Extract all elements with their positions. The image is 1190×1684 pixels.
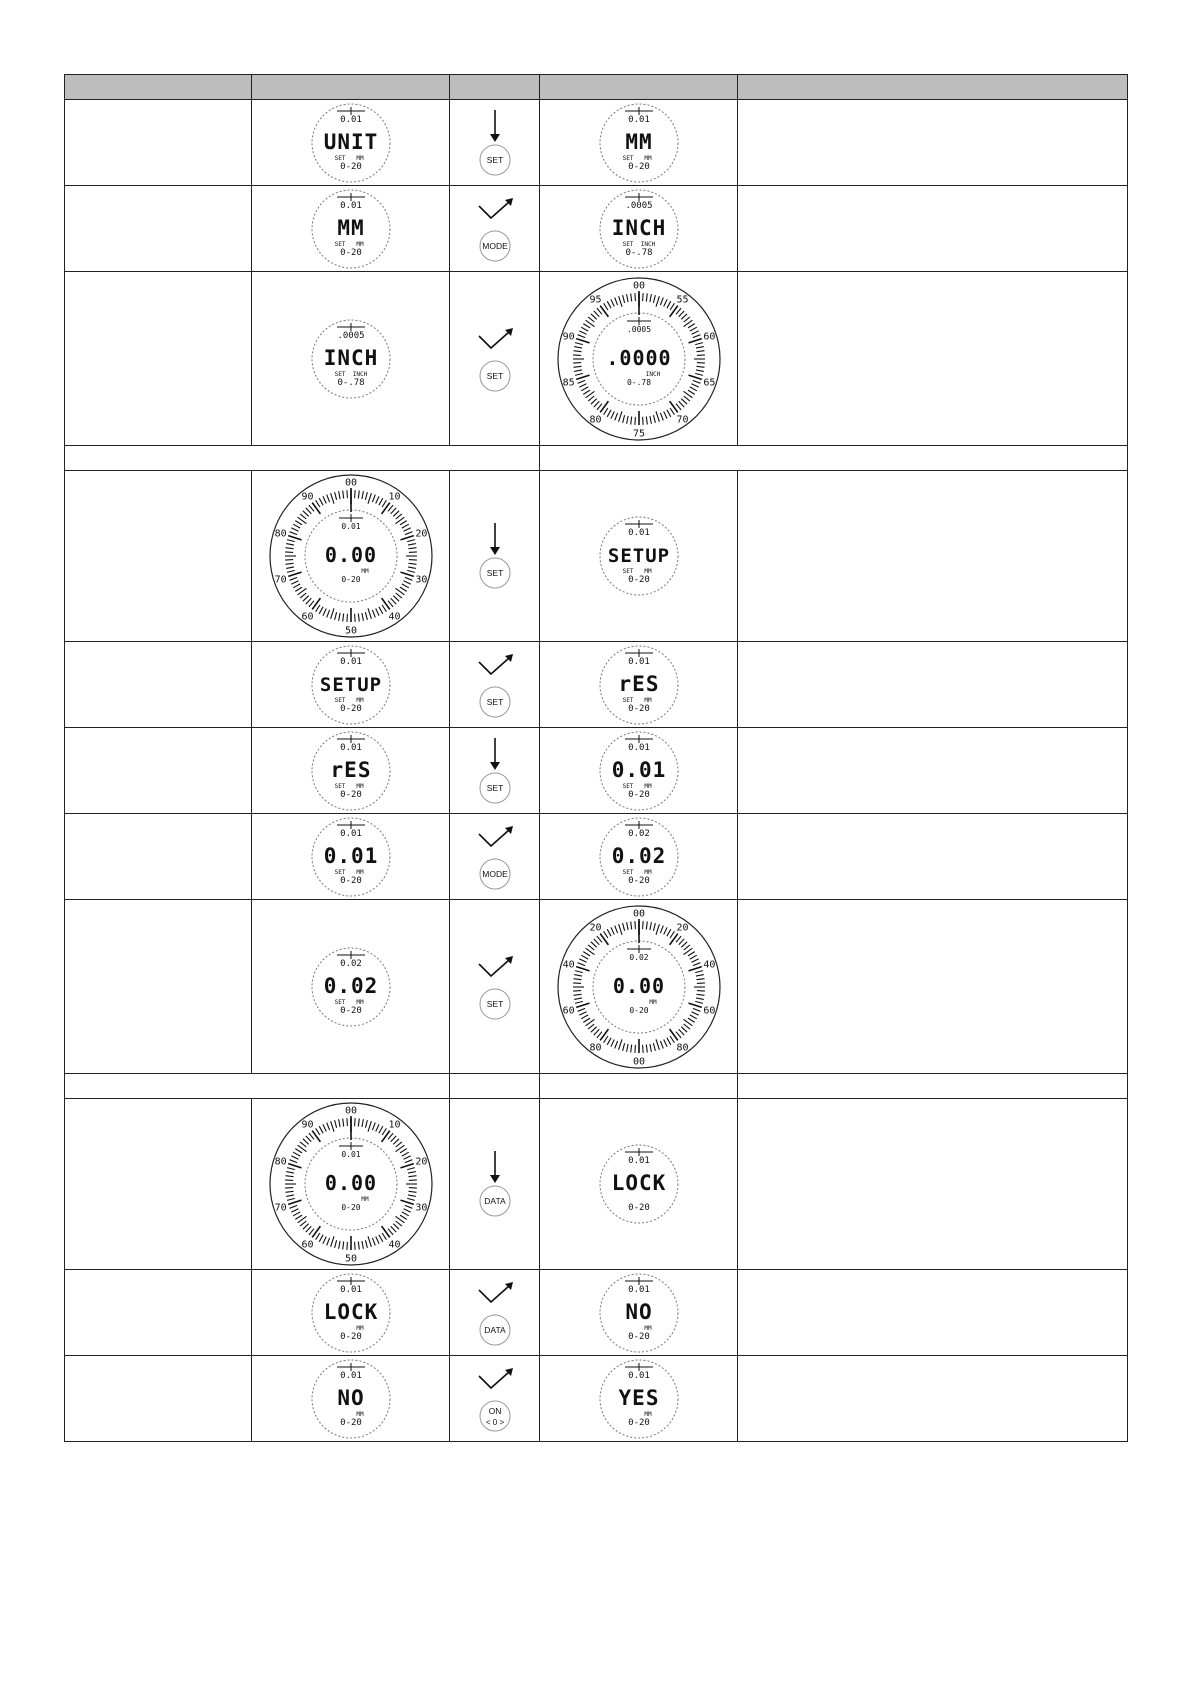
resolution-arrows-icon	[337, 735, 365, 743]
result-lcd-display	[597, 187, 681, 271]
dial-scale-label: 00	[344, 477, 357, 489]
lcd-unit-indicator: MM	[355, 696, 364, 704]
step-row	[65, 1099, 1128, 1270]
step-description-cell	[65, 186, 252, 272]
result-lcd-display	[597, 815, 681, 899]
button-action-icon	[465, 820, 525, 894]
result-lcd-display	[597, 643, 681, 727]
press-and-release-arrow-icon	[479, 956, 513, 976]
initial-lcd-display	[267, 472, 435, 640]
dial-scale-label: 00	[632, 908, 645, 919]
initial-display-cell	[252, 1270, 450, 1356]
dial-scale-label: 60	[562, 1004, 575, 1016]
lcd-main-reading: NO	[624, 1299, 653, 1324]
lcd-set-indicator: SET	[622, 868, 633, 876]
dial-scale-label: 55	[675, 294, 689, 306]
remarks-cell	[738, 186, 1128, 272]
initial-display-cell	[252, 272, 450, 446]
step-row	[65, 471, 1128, 642]
lcd-main-reading: SETUP	[607, 545, 670, 567]
lcd-main-reading: YES	[618, 1385, 659, 1410]
header-cell-4	[540, 75, 738, 100]
resolution-value: 0.01	[627, 1370, 650, 1381]
table-header-row	[65, 75, 1128, 100]
button-action-cell	[450, 1356, 540, 1442]
section-divider-row	[65, 446, 1128, 471]
lcd-range-label: 0-20	[339, 1331, 362, 1342]
lcd-range-label: 0-20	[627, 1203, 650, 1213]
lcd-set-indicator: SET	[334, 240, 345, 248]
resolution-value: 0.01	[339, 742, 362, 753]
lcd-main-reading: MM	[336, 215, 365, 240]
step-row	[65, 100, 1128, 186]
resolution-arrows-icon	[627, 945, 651, 953]
lcd-range-label: 0-20	[627, 789, 650, 800]
lcd-range-label: 0-20	[339, 161, 362, 172]
step-row	[65, 900, 1128, 1074]
lcd-range-label: 0-.78	[336, 377, 365, 388]
arrow-down-icon	[490, 110, 500, 142]
remarks-cell	[738, 1270, 1128, 1356]
header-cell-5	[738, 75, 1128, 100]
button-action-cell	[450, 1270, 540, 1356]
button-action-icon	[465, 519, 525, 593]
resolution-value: 0.02	[627, 828, 650, 839]
resolution-arrows-icon	[625, 1277, 653, 1285]
lcd-unit-indicator: MM	[360, 1196, 369, 1203]
lcd-unit-indicator: MM	[355, 868, 364, 876]
lcd-range-label: 0-20	[339, 703, 362, 714]
lcd-unit-indicator: MM	[643, 154, 652, 162]
initial-display-cell	[252, 900, 450, 1074]
result-display-cell	[540, 1356, 738, 1442]
button-label: MODE	[481, 240, 508, 251]
dial-scale-label: 40	[562, 959, 575, 971]
step-row	[65, 728, 1128, 814]
step-row	[65, 642, 1128, 728]
resolution-value: 0.01	[339, 828, 362, 839]
remarks-cell	[738, 728, 1128, 814]
lcd-set-indicator: SET	[334, 696, 345, 704]
dial-scale-label: 20	[414, 1156, 427, 1168]
button-action-cell	[450, 900, 540, 1074]
result-display-cell	[540, 900, 738, 1074]
initial-lcd-display	[267, 1100, 435, 1268]
resolution-value: 0.01	[627, 656, 650, 667]
button-action-icon	[465, 734, 525, 808]
result-lcd-display	[597, 514, 681, 598]
lcd-range-label: 0-20	[627, 575, 650, 585]
button-action-icon	[465, 950, 525, 1024]
dial-scale-label: 50	[344, 1253, 357, 1265]
button-action-icon	[465, 1276, 525, 1350]
lcd-main-reading: MM	[624, 129, 653, 154]
resolution-value: .0005	[336, 330, 365, 341]
lcd-range-label: 0-20	[627, 1417, 650, 1428]
result-display-cell	[540, 471, 738, 642]
lcd-unit-indicator: MM	[355, 154, 364, 162]
step-description-cell	[65, 900, 252, 1074]
press-and-release-arrow-icon	[479, 328, 513, 348]
resolution-arrows-icon	[337, 1277, 365, 1285]
resolution-value: .0005	[624, 200, 653, 211]
lcd-main-reading: LOCK	[611, 1171, 666, 1195]
remarks-cell	[738, 1356, 1128, 1442]
dial-scale-label: 70	[274, 574, 287, 586]
lcd-unit-indicator: MM	[648, 998, 657, 1006]
dial-scale-label: 90	[300, 1119, 314, 1131]
resolution-value: 0.02	[339, 958, 362, 969]
resolution-arrows-icon	[337, 107, 365, 115]
lcd-set-indicator: SET	[622, 154, 633, 162]
lcd-main-reading: INCH	[611, 215, 666, 240]
lcd-main-reading: INCH	[323, 345, 378, 370]
lcd-main-reading: 0.00	[324, 1171, 377, 1195]
lcd-set-indicator: SET	[334, 154, 345, 162]
lcd-main-reading: rES	[618, 671, 659, 696]
resolution-arrows-icon	[625, 107, 653, 115]
dial-scale-label: 80	[588, 413, 602, 425]
section-cell-2	[540, 446, 1128, 471]
lcd-unit-indicator: MM	[643, 1324, 652, 1332]
resolution-arrows-icon	[337, 323, 365, 331]
section-cell-2	[450, 1074, 540, 1099]
button-action-cell	[450, 100, 540, 186]
press-and-release-arrow-icon	[479, 826, 513, 846]
resolution-arrows-icon	[625, 1363, 653, 1371]
initial-display-cell	[252, 642, 450, 728]
button-action-icon	[465, 1147, 525, 1221]
remarks-cell	[738, 471, 1128, 642]
step-row	[65, 1356, 1128, 1442]
button-sublabel: < 0 >	[485, 1417, 504, 1427]
result-display-cell	[540, 100, 738, 186]
dial-scale-label: 10	[387, 491, 401, 503]
dial-scale-label: 40	[387, 1239, 401, 1251]
lcd-main-reading: 0.01	[323, 843, 378, 868]
step-row	[65, 1270, 1128, 1356]
section-cell-3	[540, 1074, 738, 1099]
remarks-cell	[738, 100, 1128, 186]
dial-scale-label: 75	[632, 428, 645, 439]
result-lcd-display	[597, 729, 681, 813]
header-cell-1	[65, 75, 252, 100]
result-lcd-display	[597, 1142, 681, 1226]
dial-scale-label: 40	[702, 959, 715, 971]
resolution-value: 0.01	[627, 742, 650, 753]
dial-scale-label: 30	[414, 574, 427, 586]
lcd-set-indicator: SET	[622, 240, 633, 248]
button-action-cell	[450, 728, 540, 814]
lcd-main-reading: NO	[336, 1385, 365, 1410]
resolution-arrows-icon	[625, 193, 653, 201]
lcd-range-label: 0-20	[339, 875, 362, 886]
lcd-main-reading: UNIT	[323, 129, 378, 154]
button-action-icon	[465, 322, 525, 396]
button-label: SET	[486, 782, 503, 793]
resolution-arrows-icon	[337, 649, 365, 657]
lcd-range-label: 0-.78	[624, 247, 653, 258]
dial-scale-label: 20	[588, 922, 602, 934]
lcd-unit-indicator: INCH	[352, 370, 367, 378]
initial-lcd-display	[309, 1271, 393, 1355]
lcd-range-label: 0-20	[339, 789, 362, 800]
resolution-value: 0.01	[627, 114, 650, 125]
result-lcd-display	[555, 903, 723, 1071]
press-and-release-arrow-icon	[479, 1282, 513, 1302]
section-cell-1	[65, 1074, 450, 1099]
lcd-set-indicator: SET	[334, 782, 345, 790]
resolution-value: 0.01	[627, 528, 650, 538]
button-label: SET	[486, 370, 503, 381]
remarks-cell	[738, 272, 1128, 446]
press-and-release-arrow-icon	[479, 654, 513, 674]
resolution-value: 0.01	[339, 656, 362, 667]
button-label: SET	[486, 998, 503, 1009]
button-action-cell	[450, 272, 540, 446]
resolution-value: 0.01	[340, 522, 361, 531]
resolution-arrows-icon	[625, 821, 653, 829]
lcd-set-indicator: SET	[334, 370, 345, 378]
resolution-arrows-icon	[625, 649, 653, 657]
lcd-range-label: 0-20	[339, 1005, 362, 1016]
initial-lcd-display	[309, 317, 393, 401]
remarks-cell	[738, 814, 1128, 900]
resolution-arrows-icon	[625, 735, 653, 743]
lcd-main-reading: LOCK	[323, 1299, 378, 1324]
resolution-value: 0.01	[627, 1156, 650, 1166]
step-row	[65, 186, 1128, 272]
button-label: MODE	[481, 868, 508, 879]
lcd-set-indicator: SET	[334, 998, 345, 1006]
resolution-arrows-icon	[339, 514, 363, 522]
step-row	[65, 272, 1128, 446]
dial-scale-label: 95	[588, 294, 602, 306]
dial-scale-label: 30	[414, 1202, 427, 1214]
dial-scale-label: 70	[274, 1202, 287, 1214]
initial-lcd-display	[309, 187, 393, 271]
dial-scale-label: 00	[632, 280, 645, 291]
resolution-arrows-icon	[337, 951, 365, 959]
initial-display-cell	[252, 728, 450, 814]
result-display-cell	[540, 728, 738, 814]
step-description-cell	[65, 100, 252, 186]
lcd-main-reading: .0000	[605, 345, 672, 370]
resolution-value: 0.01	[339, 114, 362, 125]
lcd-unit-indicator: MM	[643, 1410, 652, 1418]
lcd-range-label: 0-20	[627, 703, 650, 714]
lcd-unit-indicator: MM	[355, 1410, 364, 1418]
result-display-cell	[540, 642, 738, 728]
dial-scale-label: 40	[387, 611, 401, 623]
resolution-value: 0.01	[340, 1150, 361, 1159]
button-label: SET	[486, 696, 503, 707]
lcd-range-label: 0-20	[340, 575, 361, 584]
lcd-range-label: 0-20	[628, 1005, 649, 1015]
lcd-main-reading: 0.00	[612, 973, 665, 998]
header-cell-3	[450, 75, 540, 100]
result-lcd-display	[555, 275, 723, 443]
lcd-main-reading: 0.02	[611, 843, 666, 868]
result-display-cell	[540, 186, 738, 272]
dial-scale-label: 60	[300, 1239, 314, 1251]
button-label: SET	[486, 568, 503, 578]
resolution-value: 0.01	[339, 1284, 362, 1295]
lcd-range-label: 0-20	[627, 161, 650, 172]
resolution-value: 0.01	[339, 200, 362, 211]
result-lcd-display	[597, 1271, 681, 1355]
button-action-cell	[450, 471, 540, 642]
initial-display-cell	[252, 186, 450, 272]
result-display-cell	[540, 814, 738, 900]
lcd-set-indicator: SET	[334, 868, 345, 876]
resolution-value: 0.02	[628, 952, 649, 962]
lcd-main-reading: 0.00	[324, 543, 377, 567]
initial-lcd-display	[309, 945, 393, 1029]
remarks-cell	[738, 642, 1128, 728]
remarks-cell	[738, 1099, 1128, 1270]
lcd-unit-indicator: MM	[355, 998, 364, 1006]
arrow-down-icon	[490, 523, 500, 555]
section-cell-4	[738, 1074, 1128, 1099]
button-label: ON	[488, 1405, 501, 1416]
initial-display-cell	[252, 1356, 450, 1442]
section-cell-1	[65, 446, 540, 471]
dial-scale-label: 80	[675, 1041, 689, 1053]
resolution-arrows-icon	[625, 1148, 653, 1156]
dial-scale-label: 80	[274, 528, 287, 540]
lcd-main-reading: SETUP	[319, 673, 382, 696]
initial-lcd-display	[309, 1357, 393, 1441]
initial-lcd-display	[309, 643, 393, 727]
resolution-arrows-icon	[627, 317, 651, 325]
lcd-main-reading: 0.02	[323, 973, 378, 998]
initial-display-cell	[252, 814, 450, 900]
result-lcd-display	[597, 1357, 681, 1441]
dial-scale-label: 60	[702, 1004, 715, 1016]
step-description-cell	[65, 1356, 252, 1442]
dial-scale-label: 00	[344, 1105, 357, 1117]
header-cell-2	[252, 75, 450, 100]
lcd-set-indicator: SET	[622, 696, 633, 704]
result-display-cell	[540, 1270, 738, 1356]
dial-scale-label: 80	[274, 1156, 287, 1168]
lcd-main-reading: rES	[330, 757, 371, 782]
lcd-unit-indicator: MM	[643, 868, 652, 876]
lcd-unit-indicator: MM	[643, 696, 652, 704]
dial-scale-label: 20	[414, 528, 427, 540]
resolution-value: 0.01	[627, 1284, 650, 1295]
lcd-unit-indicator: MM	[355, 782, 364, 790]
lcd-unit-indicator: MM	[355, 240, 364, 248]
press-and-release-arrow-icon	[479, 1368, 513, 1388]
button-action-icon	[465, 1362, 525, 1436]
lcd-range-label: 0-20	[339, 247, 362, 258]
button-label: DATA	[483, 1324, 506, 1335]
lcd-range-label: 0-20	[627, 875, 650, 886]
result-display-cell	[540, 272, 738, 446]
step-description-cell	[65, 728, 252, 814]
lcd-unit-indicator: INCH	[645, 370, 660, 378]
lcd-unit-indicator: MM	[360, 568, 369, 575]
step-description-cell	[65, 471, 252, 642]
step-description-cell	[65, 642, 252, 728]
step-description-cell	[65, 272, 252, 446]
dial-scale-label: 65	[702, 376, 715, 388]
remarks-cell	[738, 900, 1128, 1074]
procedure-table	[64, 74, 1128, 1442]
button-action-cell	[450, 642, 540, 728]
initial-lcd-display	[309, 101, 393, 185]
lcd-range-label: 0-20	[627, 1331, 650, 1342]
button-label: DATA	[483, 1196, 506, 1206]
section-divider-row	[65, 1074, 1128, 1099]
dial-scale-label: 80	[588, 1041, 602, 1053]
button-action-cell	[450, 814, 540, 900]
dial-scale-label: 70	[675, 413, 689, 425]
arrow-down-icon	[490, 1151, 500, 1183]
press-and-release-arrow-icon	[479, 198, 513, 218]
initial-display-cell	[252, 1099, 450, 1270]
lcd-unit-indicator: MM	[355, 1324, 364, 1332]
initial-lcd-display	[309, 815, 393, 899]
dial-scale-label: 90	[300, 491, 314, 503]
result-lcd-display	[597, 101, 681, 185]
initial-lcd-display	[309, 729, 393, 813]
step-row	[65, 814, 1128, 900]
button-action-cell	[450, 1099, 540, 1270]
initial-display-cell	[252, 100, 450, 186]
lcd-unit-indicator: MM	[643, 568, 652, 575]
dial-scale-label: 90	[562, 331, 575, 343]
lcd-set-indicator: SET	[622, 568, 633, 575]
step-description-cell	[65, 1099, 252, 1270]
arrow-down-icon	[490, 738, 500, 770]
step-description-cell	[65, 814, 252, 900]
initial-display-cell	[252, 471, 450, 642]
dial-scale-label: 85	[562, 376, 575, 388]
resolution-value: .0005	[626, 324, 651, 334]
dial-scale-label: 50	[344, 625, 357, 637]
resolution-value: 0.01	[339, 1370, 362, 1381]
dial-scale-label: 00	[632, 1056, 645, 1067]
button-label: SET	[486, 154, 503, 165]
button-action-icon	[465, 648, 525, 722]
resolution-arrows-icon	[625, 520, 653, 528]
resolution-arrows-icon	[339, 1142, 363, 1150]
button-action-icon	[465, 106, 525, 180]
lcd-main-reading: 0.01	[611, 757, 666, 782]
lcd-range-label: 0-20	[339, 1417, 362, 1428]
dial-scale-label: 60	[702, 331, 715, 343]
button-action-icon	[465, 192, 525, 266]
dial-scale-label: 60	[300, 611, 314, 623]
result-display-cell	[540, 1099, 738, 1270]
lcd-range-label: 0-.78	[626, 377, 651, 387]
lcd-unit-indicator: MM	[643, 782, 652, 790]
dial-scale-label: 10	[387, 1119, 401, 1131]
step-description-cell	[65, 1270, 252, 1356]
lcd-range-label: 0-20	[340, 1203, 361, 1212]
dial-scale-label: 20	[675, 922, 689, 934]
resolution-arrows-icon	[337, 1363, 365, 1371]
resolution-arrows-icon	[337, 193, 365, 201]
resolution-arrows-icon	[337, 821, 365, 829]
lcd-set-indicator: SET	[622, 782, 633, 790]
lcd-unit-indicator: INCH	[640, 240, 655, 248]
button-action-cell	[450, 186, 540, 272]
